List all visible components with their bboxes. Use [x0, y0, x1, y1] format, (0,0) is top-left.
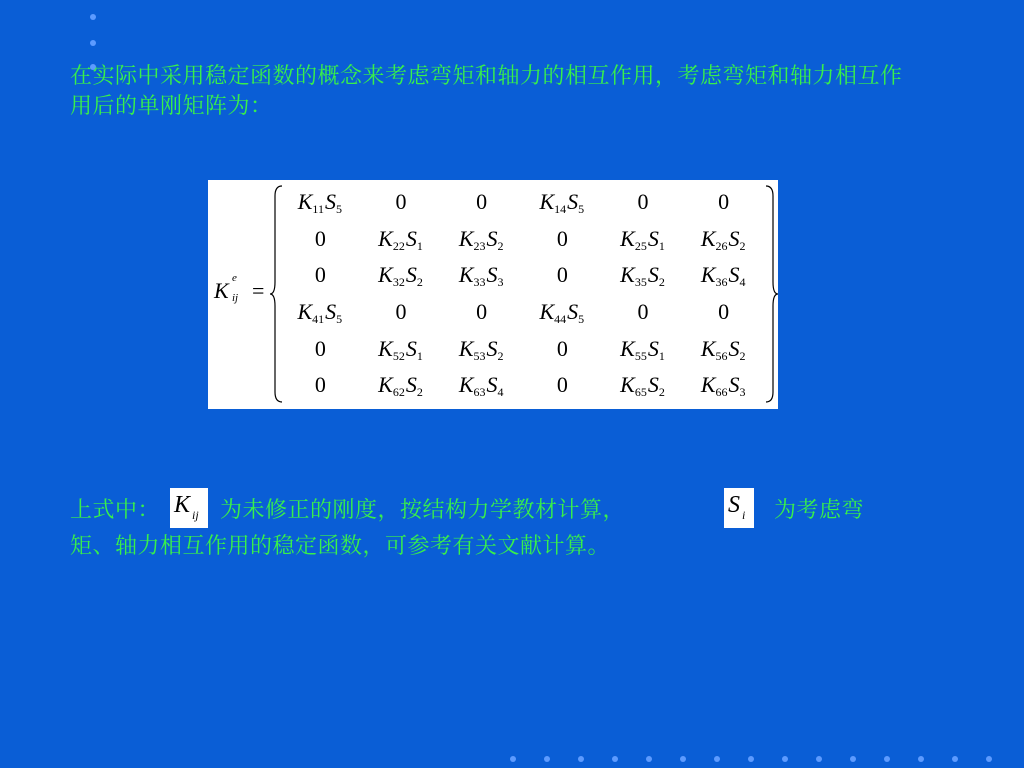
matrix-cell: K23S2: [458, 225, 504, 253]
matrix-cell: 0: [395, 189, 407, 214]
matrix-cell: K53S2: [458, 335, 504, 363]
matrix-cell: K65S2: [620, 372, 665, 400]
matrix-cell: K32S2: [378, 262, 423, 290]
matrix-cell: 0: [476, 189, 488, 214]
matrix-cell: 0: [314, 335, 326, 361]
decor-dot: [612, 756, 618, 762]
matrix-cell: 0: [395, 299, 407, 324]
matrix-cell: K62S2: [378, 372, 423, 400]
decor-dot: [544, 756, 550, 762]
matrix-cell: 0: [314, 225, 326, 251]
decor-dot: [918, 756, 924, 762]
matrix-cell: 0: [556, 372, 568, 398]
right-brace: [764, 184, 778, 404]
matrix-cell: 0: [314, 262, 326, 288]
matrix-cell: 0: [637, 299, 649, 324]
note-middle: 为未修正的刚度，按结构力学教材计算，: [220, 498, 626, 523]
symbol-si-box: [724, 488, 754, 528]
decor-dot: [578, 756, 584, 762]
matrix-cell: K55S1: [620, 335, 665, 363]
decor-dot: [90, 40, 96, 46]
note-line2: 矩、轴力相互作用的稳定函数，可参考有关文献计算。: [70, 534, 611, 559]
stiffness-matrix-equation: [208, 180, 778, 409]
matrix-cell: K44S5: [539, 299, 585, 326]
decor-dot: [850, 756, 856, 762]
matrix-cell: K26S2: [700, 225, 746, 253]
symbol-k: K: [174, 492, 191, 518]
matrix-cell: K25S1: [620, 225, 665, 253]
matrix-cell: 0: [556, 262, 568, 288]
matrix-cell: K52S1: [378, 335, 423, 363]
matrix-cell: 0: [476, 299, 488, 324]
note-prefix: 上式中：: [70, 498, 161, 523]
lhs-symbol: K: [214, 278, 229, 303]
symbol-s: S: [728, 492, 740, 518]
lhs-superscript: e: [232, 272, 237, 284]
decor-dot: [714, 756, 720, 762]
matrix-cell: K33S3: [458, 262, 504, 290]
matrix-cell: 0: [637, 189, 649, 214]
decor-dot: [952, 756, 958, 762]
decor-dot: [782, 756, 788, 762]
matrix-grid: [280, 184, 764, 404]
equals-sign: =: [252, 278, 265, 303]
decor-dot: [986, 756, 992, 762]
matrix-lhs: [214, 272, 265, 304]
decor-dot: [748, 756, 754, 762]
matrix-cell: K35S2: [620, 262, 665, 290]
intro-paragraph: 在实际中采用稳定函数的概念来考虑弯矩和轴力的相互作用，考虑弯矩和轴力相互作用后的单刚矩阵为：: [70, 64, 903, 119]
matrix-cell: K41S5: [297, 299, 343, 326]
matrix-cell: K22S1: [378, 225, 423, 253]
matrix-cell: K66S3: [700, 372, 746, 400]
decor-dot: [884, 756, 890, 762]
matrix-cell: 0: [718, 299, 730, 324]
symbol-ij-subscript: ij: [192, 508, 199, 522]
symbol-i-subscript: i: [742, 508, 746, 522]
lhs-subscript: ij: [232, 292, 239, 304]
decor-dot: [90, 14, 96, 20]
decor-dot: [646, 756, 652, 762]
decor-dot: [510, 756, 516, 762]
matrix-cell: 0: [556, 225, 568, 251]
matrix-cell: 0: [314, 372, 326, 398]
matrix-cell: K56S2: [700, 335, 746, 363]
matrix-cell: 0: [556, 335, 568, 361]
symbol-kij-box: [170, 488, 208, 528]
decor-dot: [680, 756, 686, 762]
note-suffix: 为考虑弯: [774, 498, 865, 523]
matrix-cell: K63S4: [458, 372, 504, 400]
matrix-cell: K36S4: [700, 262, 746, 290]
matrix-cell: K14S5: [539, 189, 585, 216]
matrix-cell: K11S5: [297, 189, 342, 216]
matrix-cell: 0: [718, 189, 730, 214]
decor-dot: [816, 756, 822, 762]
